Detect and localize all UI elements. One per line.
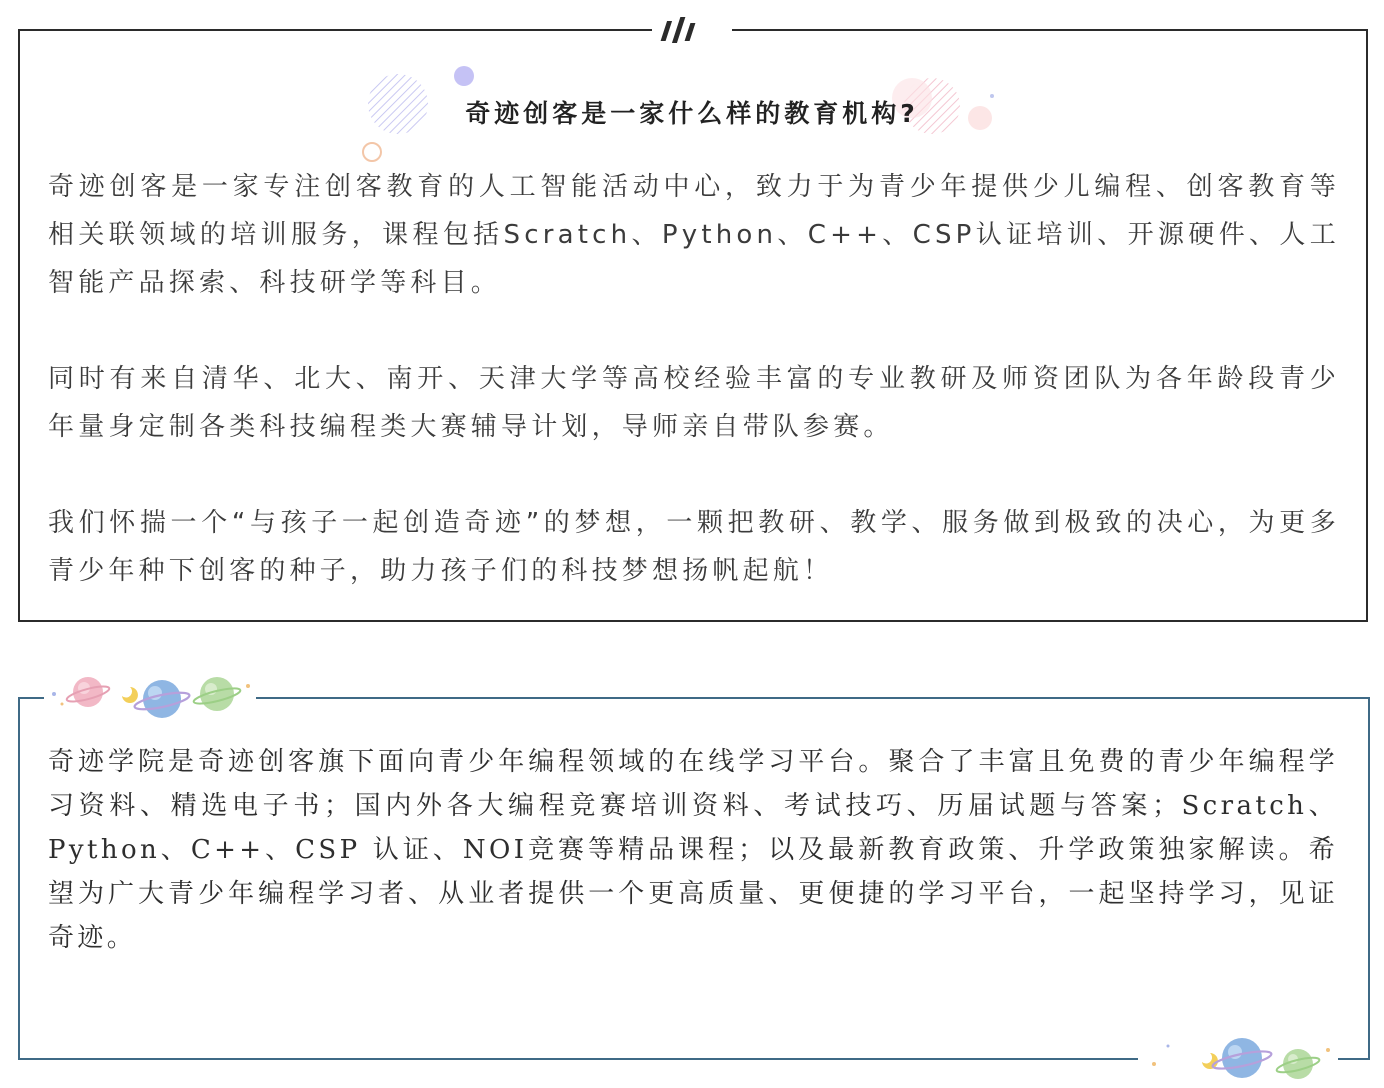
intro-text (48, 163, 1340, 595)
slash-marks-icon (652, 12, 732, 48)
section-title: 奇迹创客是一家什么样的教育机构? (465, 99, 919, 128)
intro-paragraph: 奇迹创客是一家专注创客教育的人工智能活动中心，致力于为青少年提供少儿编程、创客教育等相关联领域的培训服务，课程包括Scratch、Python、C++、CSP认证培训、开源硬件、人工智能产品探索、科技研学等科目。 (48, 172, 1340, 298)
intro-paragraph: 我们怀揣一个“与孩子一起创造奇迹”的梦想，一颗把教研、教学、服务做到极致的决心，为更多青少年种下创客的种子，助力孩子们的科技梦想扬帆起航！ (48, 508, 1340, 586)
academy-text: 奇迹学院是奇迹创客旗下面向青少年编程领域的在线学习平台。聚合了丰富且免费的青少年编程学习资料、精选电子书；国内外各大编程竞赛培训资料、考试技巧、历届试题与答案；Scratch、Python、C++、CSP 认证、NOI竞赛等精品课程；以及最新教育政策、升学政策独家解读。希望为广大青少年编程学习者、从业者提供一个更高质量、更便捷的学习平台，一起坚持学习，见证奇迹。 (48, 747, 1338, 953)
planets-icon (44, 666, 256, 728)
planets-icon (1138, 1028, 1338, 1088)
intro-paragraph: 同时有来自清华、北大、南开、天津大学等高校经验丰富的专业教研及师资团队为各年龄段青少年量身定制各类科技编程类大赛辅导计划，导师亲自带队参赛。 (48, 364, 1340, 442)
